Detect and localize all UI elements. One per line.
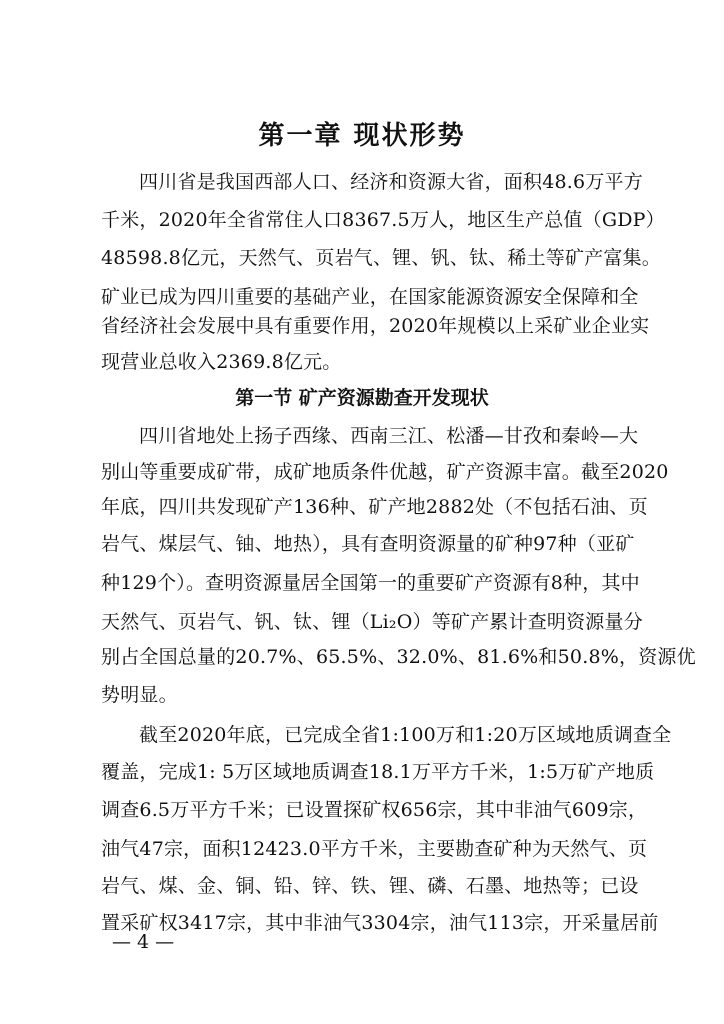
paragraph3-line: 置采矿权3417宗，其中非油气3304宗，油气113宗，开采量居前 xyxy=(101,912,659,934)
paragraph3-line: 覆盖，完成1: 5万区域地质调查18.1万平方千米，1:5万矿产地质 xyxy=(101,761,655,783)
paragraph2-line: 势明显。 xyxy=(101,684,178,706)
paragraph2-line: 天然气、页岩气、钒、钛、锂（Li₂O）等矿产累计查明资源量分 xyxy=(101,611,643,633)
paragraph1-line: 四川省是我国西部人口、经济和资源大省，面积48.6万平方 xyxy=(139,171,643,193)
paragraph1-line: 千米，2020年全省常住人口8367.5万人，地区生产总值（GDP） xyxy=(101,209,665,231)
paragraph1-line: 省经济社会发展中具有重要作用，2020年规模以上采矿业企业实 xyxy=(101,315,650,337)
paragraph1-line: 48598.8亿元，天然气、页岩气、锂、钒、钛、稀土等矿产富集。 xyxy=(101,247,661,269)
paragraph1-line: 现营业总收入2369.8亿元。 xyxy=(101,351,342,373)
paragraph2-line: 四川省地处上扬子西缘、西南三江、松潘—甘孜和秦岭—大 xyxy=(139,425,639,447)
paragraph3-line: 调查6.5万平方千米；已设置探矿权656宗，其中非油气609宗， xyxy=(101,799,648,821)
paragraph2-line: 岩气、煤层气、铀、地热），具有查明资源量的矿种97种（亚矿 xyxy=(101,533,635,555)
section-title: 第一节 矿产资源勘查开发现状 xyxy=(235,387,489,409)
chapter-title: 第一章 现状形势 xyxy=(258,121,466,151)
paragraph3-line: 岩气、煤、金、铜、铅、锌、铁、锂、磷、石墨、地热等；已设 xyxy=(101,875,639,897)
paragraph2-line: 别山等重要成矿带，成矿地质条件优越，矿产资源丰富。截至2020 xyxy=(101,461,669,483)
paragraph3-line: 油气47宗，面积12423.0平方千米，主要勘查矿种为天然气、页 xyxy=(101,838,648,860)
paragraph2-line: 种129个）。查明资源量居全国第一的重要矿产资源有8种，其中 xyxy=(101,572,640,594)
page-number: — 4 — xyxy=(112,931,175,953)
paragraph2-line: 别占全国总量的20.7%、65.5%、32.0%、81.6%和50.8%，资源优 xyxy=(101,646,696,668)
paragraph3-line: 截至2020年底，已完成全省1:100万和1:20万区域地质调查全 xyxy=(139,724,672,746)
paragraph2-line: 年底，四川共发现矿产136种、矿产地2882处（不包括石油、页 xyxy=(101,496,648,518)
paragraph1-line: 矿业已成为四川重要的基础产业，在国家能源资源安全保障和全 xyxy=(101,286,639,308)
